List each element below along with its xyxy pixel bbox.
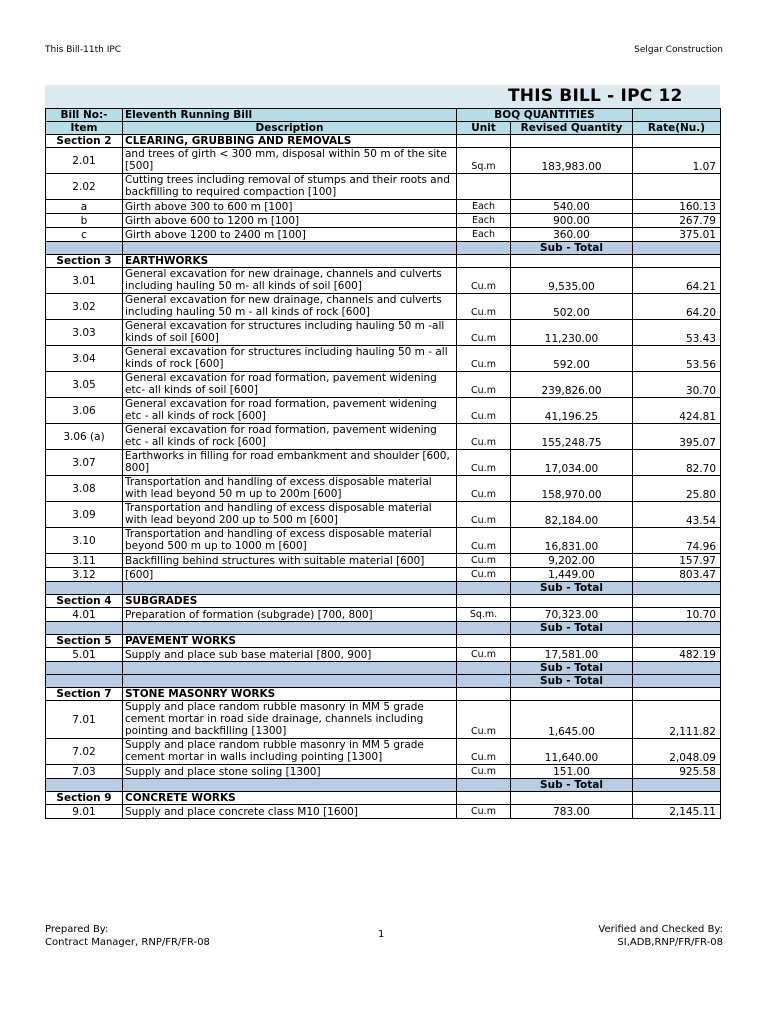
bill-title: THIS BILL - IPC 12 [508,86,683,106]
empty-cell [457,675,511,688]
item-unit: Cu.m [457,739,511,765]
table-row [46,608,721,622]
subtotal-value [633,242,721,255]
empty-cell [123,622,457,635]
item-number: 7.01 [46,701,123,739]
empty-cell [511,688,633,701]
item-unit: Each [457,200,511,214]
item-description: Girth above 1200 to 2400 m [100] [123,228,457,242]
subtotal-label: Sub - Total [511,779,633,792]
item-quantity: 9,202.00 [511,554,633,568]
item-unit: Cu.m [457,268,511,294]
empty-cell [633,255,721,268]
item-rate [633,174,721,200]
empty-cell [457,662,511,675]
item-number: a [46,200,123,214]
item-rate: 424.81 [633,398,721,424]
subtotal-row [46,622,721,635]
section-number: Section 3 [46,255,123,268]
section-number: Section 4 [46,595,123,608]
empty-cell [46,779,123,792]
subtotal-value [633,622,721,635]
table-row [46,346,721,372]
subtotal-label: Sub - Total [511,675,633,688]
item-description: Girth above 300 to 600 m [100] [123,200,457,214]
unit-column-header: Unit [457,122,511,135]
item-description: Transportation and handling of excess disposable material with lead beyond 200 up to 500 m [600] [123,502,457,528]
item-unit: Cu.m [457,294,511,320]
table-row [46,554,721,568]
empty-cell [457,688,511,701]
item-number: 3.01 [46,268,123,294]
section-number: Section 2 [46,135,123,148]
item-description: Preparation of formation (subgrade) [700, 800] [123,608,457,622]
item-number: 3.10 [46,528,123,554]
empty-cell [511,635,633,648]
section-row [46,595,721,608]
table-row [46,294,721,320]
item-quantity: 9,535.00 [511,268,633,294]
item-rate: 30.70 [633,372,721,398]
item-unit: Cu.m [457,568,511,582]
section-title: EARTHWORKS [123,255,457,268]
subtotal-row [46,242,721,255]
header-right-text: Selgar Construction [634,45,723,55]
empty-cell [123,779,457,792]
item-description: Girth above 600 to 1200 m [100] [123,214,457,228]
item-unit: Cu.m [457,701,511,739]
empty-cell [457,582,511,595]
empty-cell [457,792,511,805]
empty-cell [633,595,721,608]
item-unit: Cu.m [457,805,511,819]
subtotal-value [633,662,721,675]
item-quantity: 592.00 [511,346,633,372]
item-description: General excavation for structures including hauling 50 m -all kinds of soil [600] [123,320,457,346]
item-rate: 160.13 [633,200,721,214]
subtotal-value [633,779,721,792]
empty-cell [511,255,633,268]
item-quantity: 1,645.00 [511,701,633,739]
subtotal-row [46,675,721,688]
table-header-row-1 [46,109,721,122]
item-unit: Cu.m [457,372,511,398]
item-number: 3.07 [46,450,123,476]
prepared-by: Contract Manager, RNP/FR/FR-08 [45,937,210,948]
table-row [46,476,721,502]
item-unit [457,174,511,200]
empty-cell [46,622,123,635]
item-unit: Cu.m [457,765,511,779]
empty-cell [633,688,721,701]
table-row [46,200,721,214]
item-description: Transportation and handling of excess disposable material with lead beyond 50 m up to 200m [600] [123,476,457,502]
rate-column-header: Rate(Nu.) [633,122,721,135]
table-row [46,148,721,174]
header-left-text: This Bill-11th IPC [45,45,122,55]
empty-cell [46,582,123,595]
section-number: Section 5 [46,635,123,648]
item-quantity: 70,323.00 [511,608,633,622]
item-number: 3.08 [46,476,123,502]
item-description: [600] [123,568,457,582]
item-unit: Sq.m [457,148,511,174]
item-description: Supply and place stone soling [1300] [123,765,457,779]
section-row [46,635,721,648]
subtotal-label: Sub - Total [511,242,633,255]
empty-cell [457,779,511,792]
item-quantity: 17,034.00 [511,450,633,476]
bill-name: Eleventh Running Bill [123,109,457,122]
empty-cell [457,242,511,255]
item-number: 7.02 [46,739,123,765]
item-unit: Cu.m [457,528,511,554]
item-quantity: 502.00 [511,294,633,320]
item-quantity: 41,196.25 [511,398,633,424]
empty-cell [633,792,721,805]
item-rate: 1.07 [633,148,721,174]
item-rate: 375.01 [633,228,721,242]
item-quantity: 1,449.00 [511,568,633,582]
item-rate: 2,145.11 [633,805,721,819]
bill-no-label: Bill No:- [46,109,123,122]
item-column-header: Item [46,122,123,135]
section-title: CONCRETE WORKS [123,792,457,805]
item-rate: 25.80 [633,476,721,502]
item-unit: Each [457,214,511,228]
table-row [46,568,721,582]
boq-quantities-label: BOQ QUANTITIES [457,109,633,122]
item-quantity: 540.00 [511,200,633,214]
empty-cell [511,792,633,805]
item-number: 3.04 [46,346,123,372]
empty-cell [457,255,511,268]
empty-cell [46,675,123,688]
empty-cell [457,595,511,608]
item-description: and trees of girth < 300 mm, disposal within 50 m of the site [500] [123,148,457,174]
item-rate: 267.79 [633,214,721,228]
item-rate: 803.47 [633,568,721,582]
empty-cell [511,595,633,608]
section-row [46,255,721,268]
section-title: SUBGRADES [123,595,457,608]
item-description: Supply and place random rubble masonry in MM 5 grade cement mortar in walls including pointing [1300] [123,739,457,765]
empty-cell [633,635,721,648]
item-rate: 925.58 [633,765,721,779]
empty-cell [511,135,633,148]
item-description: Supply and place concrete class M10 [1600] [123,805,457,819]
table-row [46,372,721,398]
table-row [46,648,721,662]
section-title: STONE MASONRY WORKS [123,688,457,701]
item-number: 7.03 [46,765,123,779]
item-number: 3.06 (a) [46,424,123,450]
item-number: c [46,228,123,242]
item-number: 2.01 [46,148,123,174]
item-number: 5.01 [46,648,123,662]
item-quantity: 151.00 [511,765,633,779]
table-row [46,805,721,819]
verified-label: Verified and Checked By: [598,924,723,935]
section-row [46,792,721,805]
item-quantity: 17,581.00 [511,648,633,662]
item-unit: Cu.m [457,424,511,450]
item-quantity: 82,184.00 [511,502,633,528]
item-number: 9.01 [46,805,123,819]
item-unit: Cu.m [457,346,511,372]
section-title: CLEARING, GRUBBING AND REMOVALS [123,135,457,148]
item-number: b [46,214,123,228]
prepared-label: Prepared By: [45,924,109,935]
item-rate: 64.21 [633,268,721,294]
empty-cell [46,242,123,255]
item-description: Supply and place random rubble masonry in MM 5 grade cement mortar in road side drainage, channels including pointing and backfilling [1300] [123,701,457,739]
item-rate: 53.56 [633,346,721,372]
item-quantity [511,174,633,200]
item-rate: 395.07 [633,424,721,450]
item-rate: 482.19 [633,648,721,662]
item-rate: 53.43 [633,320,721,346]
item-number: 3.09 [46,502,123,528]
item-number: 3.03 [46,320,123,346]
item-unit: Cu.m [457,554,511,568]
subtotal-row [46,779,721,792]
revised-quantity-column-header: Revised Quantity [511,122,633,135]
section-number: Section 9 [46,792,123,805]
item-number: 2.02 [46,174,123,200]
empty-cell [123,582,457,595]
table-row [46,450,721,476]
section-row [46,688,721,701]
table-row [46,765,721,779]
item-quantity: 783.00 [511,805,633,819]
section-number: Section 7 [46,688,123,701]
subtotal-label: Sub - Total [511,582,633,595]
item-description: Transportation and handling of excess disposable material beyond 500 m up to 1000 m [600] [123,528,457,554]
table-row [46,701,721,739]
subtotal-label: Sub - Total [511,622,633,635]
item-quantity: 11,230.00 [511,320,633,346]
item-description: General excavation for road formation, pavement widening etc- all kinds of soil [600] [123,372,457,398]
item-number: 3.06 [46,398,123,424]
subtotal-value [633,582,721,595]
item-description: General excavation for structures including hauling 50 m - all kinds of rock [600] [123,346,457,372]
item-unit: Sq.m. [457,608,511,622]
verified-by: SI,ADB,RNP/FR/FR-08 [617,937,723,948]
item-rate: 157.97 [633,554,721,568]
subtotal-label: Sub - Total [511,662,633,675]
item-quantity: 11,640.00 [511,739,633,765]
table-row [46,214,721,228]
item-rate: 2,048.09 [633,739,721,765]
item-unit: Cu.m [457,450,511,476]
boq-table [45,108,721,819]
item-description: General excavation for new drainage, channels and culverts including hauling 50 m- all kinds of soil [600] [123,268,457,294]
footer-prepared [45,923,210,949]
item-quantity: 360.00 [511,228,633,242]
empty-cell [457,635,511,648]
item-number: 4.01 [46,608,123,622]
table-row [46,502,721,528]
table-row [46,174,721,200]
item-number: 3.05 [46,372,123,398]
table-row [46,398,721,424]
empty-cell [633,135,721,148]
item-quantity: 900.00 [511,214,633,228]
table-row [46,739,721,765]
subtotal-row [46,662,721,675]
item-description: Backfilling behind structures with suitable material [600] [123,554,457,568]
item-description: Earthworks in filling for road embankment and shoulder [600, 800] [123,450,457,476]
item-description: General excavation for new drainage, channels and culverts including hauling 50 m - all kinds of rock [600] [123,294,457,320]
section-row [46,135,721,148]
empty-cell [123,242,457,255]
item-description: Supply and place sub base material [800, 900] [123,648,457,662]
item-unit: Cu.m [457,648,511,662]
item-description: General excavation for road formation, pavement widening etc - all kinds of rock [600] [123,424,457,450]
item-rate: 43.54 [633,502,721,528]
header-blank-cell [633,109,721,122]
section-title: PAVEMENT WORKS [123,635,457,648]
item-description: Cutting trees including removal of stumps and their roots and backfilling to required compaction [100] [123,174,457,200]
item-quantity: 158,970.00 [511,476,633,502]
item-rate: 74.96 [633,528,721,554]
table-row [46,424,721,450]
table-row [46,268,721,294]
item-unit: Cu.m [457,398,511,424]
table-header-row-2 [46,122,721,135]
subtotal-row [46,582,721,595]
description-column-header: Description [123,122,457,135]
subtotal-value [633,675,721,688]
empty-cell [457,622,511,635]
item-unit: Each [457,228,511,242]
empty-cell [46,662,123,675]
page-number: 1 [378,929,385,940]
item-number: 3.02 [46,294,123,320]
item-unit: Cu.m [457,320,511,346]
table-row [46,228,721,242]
empty-cell [123,662,457,675]
table-body [46,135,721,819]
item-rate: 64.20 [633,294,721,320]
item-quantity: 183,983.00 [511,148,633,174]
table-row [46,320,721,346]
item-quantity: 239,826.00 [511,372,633,398]
item-quantity: 16,831.00 [511,528,633,554]
table-row [46,528,721,554]
item-description: General excavation for road formation, pavement widening etc - all kinds of rock [600] [123,398,457,424]
item-rate: 10.70 [633,608,721,622]
footer-verified [598,923,723,949]
item-unit: Cu.m [457,476,511,502]
empty-cell [457,135,511,148]
item-number: 3.11 [46,554,123,568]
item-unit: Cu.m [457,502,511,528]
empty-cell [123,675,457,688]
item-rate: 2,111.82 [633,701,721,739]
item-quantity: 155,248.75 [511,424,633,450]
item-rate: 82.70 [633,450,721,476]
item-number: 3.12 [46,568,123,582]
